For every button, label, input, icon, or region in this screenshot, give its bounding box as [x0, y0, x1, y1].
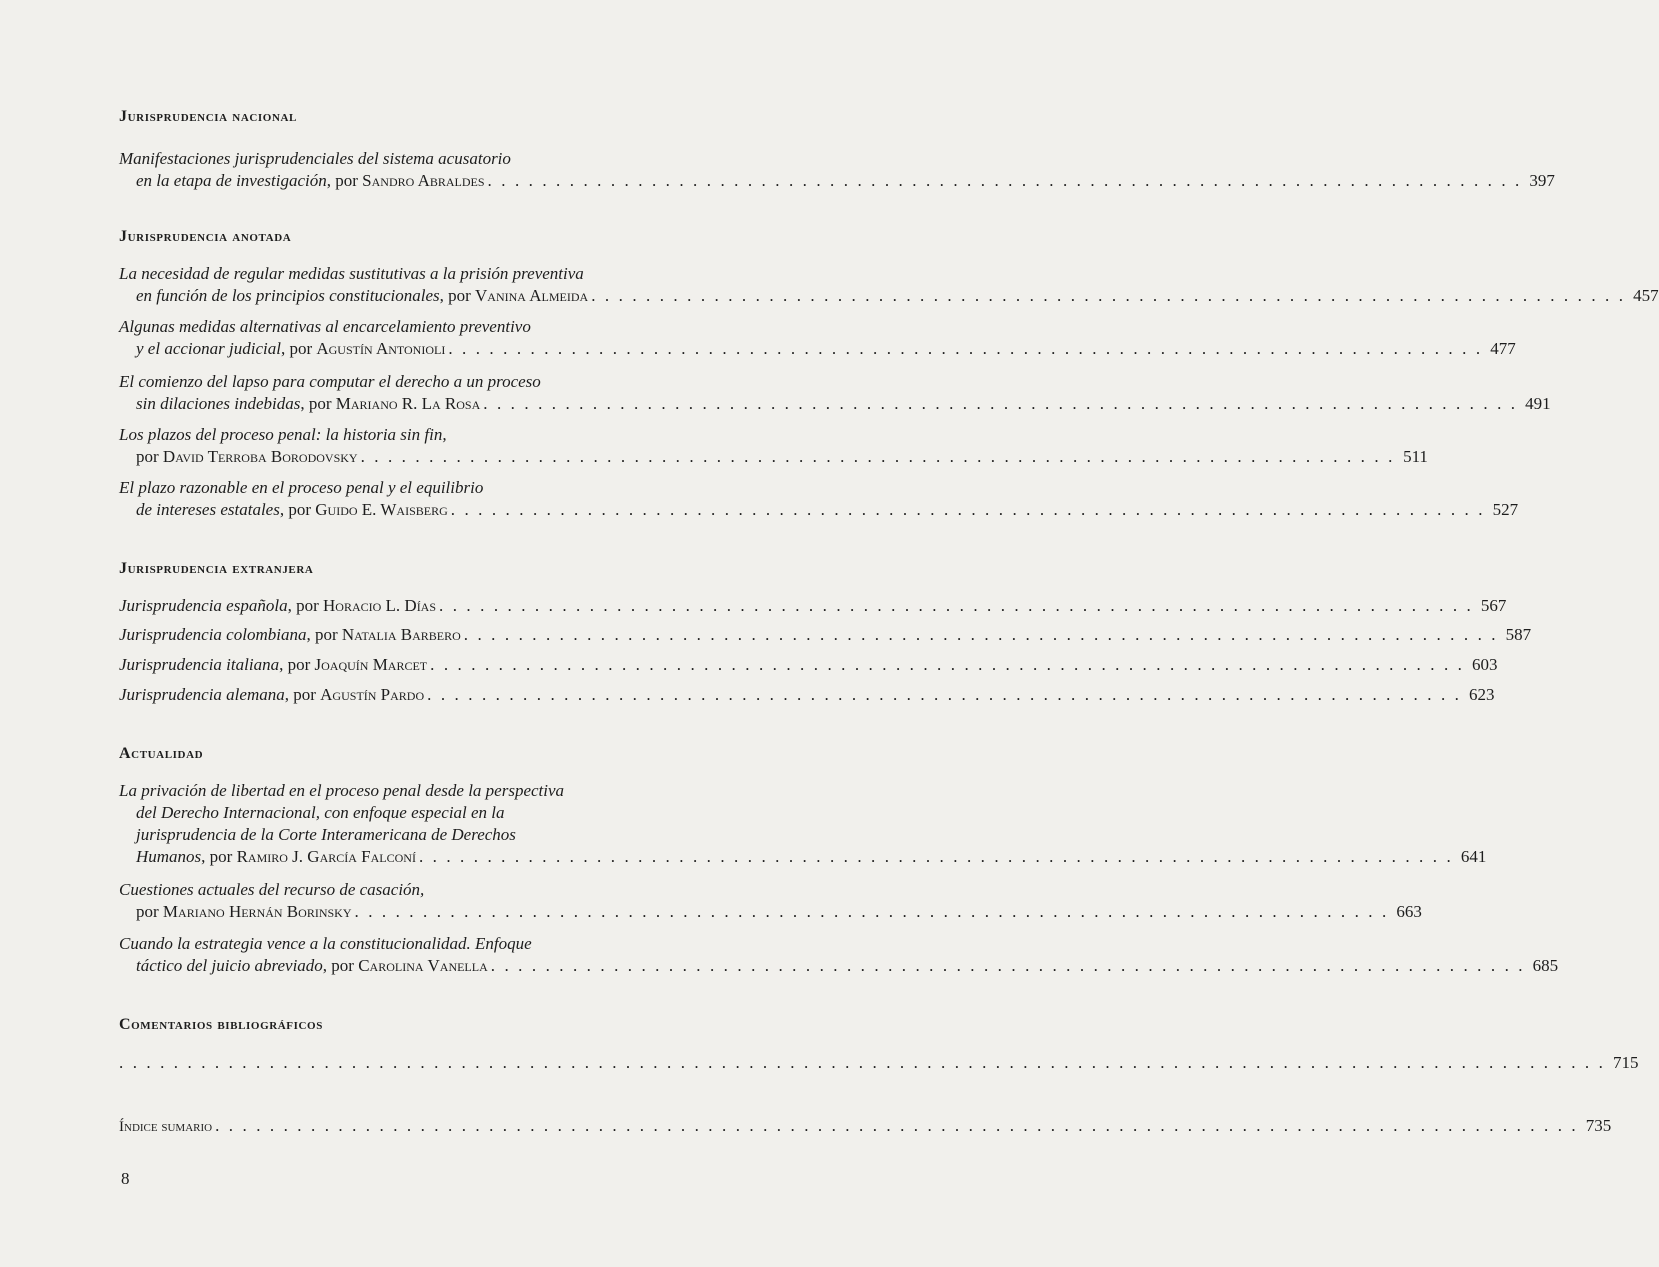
- entry-title: sin dilaciones indebidas: [136, 394, 301, 413]
- entry-by: , por: [287, 596, 323, 615]
- leader-dots: . . . . . . . . . . . . . . . . . . . . . . . . . . . . . . . . . . . . . . . . . . . . . . . . . . . . . . . . . . . . . . . . . . . . . . . . . . . .: [490, 956, 1526, 975]
- entry-page: 567: [1480, 596, 1507, 615]
- entry-last-line: [119, 901, 1422, 923]
- entry-page: 623: [1469, 685, 1495, 704]
- entry-title: Jurisprudencia italiana: [119, 655, 280, 674]
- leader-dots: . . . . . . . . . . . . . . . . . . . . . . . . . . . . . . . . . . . . . . . . . . . . . . . . . . . . . . . . . . . . . . . . . . . . . . . . . . . .: [418, 847, 1454, 866]
- toc-entry: [119, 148, 1555, 192]
- entry-title-line: La necesidad de regular medidas sustitutivas a la prisión preventiva: [119, 264, 584, 283]
- entry-author: David Terroba Borodovsky: [162, 447, 358, 466]
- entry-by: , por: [326, 171, 363, 190]
- entry-title: en función de los principios constitucionales: [136, 286, 440, 305]
- entry-title-line: del Derecho Internacional, con enfoque especial en la: [136, 803, 505, 822]
- entry-title-line: jurisprudencia de la Corte Interamericana de Derechos: [136, 825, 516, 844]
- entry-title: Jurisprudencia española: [119, 596, 288, 615]
- entry-last-line: [119, 624, 1532, 646]
- toc-entry: [119, 316, 1516, 360]
- entry-page: 587: [1505, 625, 1532, 644]
- leader-dots: . . . . . . . . . . . . . . . . . . . . . . . . . . . . . . . . . . . . . . . . . . . . . . . . . . . . . . . . . . . . . . . . . . . . . . . . . . . .: [450, 500, 1486, 519]
- entry-last-line: [119, 654, 1498, 676]
- entry-author: Horacio L. Días: [323, 596, 437, 615]
- entry-page: 735: [1585, 1116, 1612, 1135]
- entry-title: de intereses estatales: [136, 500, 280, 519]
- leader-dots: . . . . . . . . . . . . . . . . . . . . . . . . . . . . . . . . . . . . . . . . . . . . . . . . . . . . . . . . . . . . . . . . . . . . . . . . . . . .: [430, 655, 1465, 674]
- entry-last-line: [119, 846, 1487, 868]
- entry-page: 457: [1633, 286, 1659, 305]
- entry-page: 397: [1529, 171, 1555, 190]
- leader-dots: . . . . . . . . . . . . . . . . . . . . . . . . . . . . . . . . . . . . . . . . . . . . . . . . . . . . . . . . . . . . . . . . . . . . . . . . . . . .: [591, 286, 1626, 305]
- leader-dots: . . . . . . . . . . . . . . . . . . . . . . . . . . . . . . . . . . . . . . . . . . . . . . . . . . . . . . . . . . . . . . . . . . . . . . . . . . . .: [354, 902, 1389, 921]
- entry-title: en la etapa de investigación: [136, 171, 327, 190]
- entry-by: , por: [279, 500, 316, 519]
- entry-by: , por: [439, 286, 476, 305]
- toc-entry: [119, 780, 1487, 868]
- entry-by: , por: [280, 339, 317, 358]
- entry-title-line: El comienzo del lapso para computar el derecho a un proceso: [119, 372, 541, 391]
- entry-page: 527: [1492, 500, 1519, 519]
- entry-last-line: [119, 595, 1507, 617]
- entry-by: , por: [300, 394, 336, 413]
- toc-entry: [119, 933, 1559, 977]
- entry-title-line: Algunas medidas alternativas al encarcelamiento preventivo: [119, 317, 531, 336]
- toc-entry: [119, 684, 1495, 706]
- entry-title: y el accionar judicial: [136, 339, 281, 358]
- entry-page: 715: [1612, 1053, 1639, 1072]
- entry-page: 491: [1525, 394, 1551, 413]
- section-heading-anotada: Jurisprudencia anotada: [119, 228, 292, 245]
- entry-author: Mariano R. La Rosa: [335, 394, 481, 413]
- leader-dots: . . . . . . . . . . . . . . . . . . . . . . . . . . . . . . . . . . . . . . . . . . . . . . . . . . . . . . . . . . . . . . . . . . . . . . . . . . . . . . . . . . . . . . . . . . . . . . . . . . . . . . . . . . . . .: [119, 1053, 1606, 1072]
- toc-entry: [119, 595, 1507, 617]
- leader-dots: . . . . . . . . . . . . . . . . . . . . . . . . . . . . . . . . . . . . . . . . . . . . . . . . . . . . . . . . . . . . . . . . . . . . . . . . . . . .: [427, 685, 1462, 704]
- entry-last-line: [119, 499, 1519, 521]
- entry-page: 641: [1460, 847, 1487, 866]
- page-number: 8: [121, 1169, 130, 1188]
- entry-last-line: [119, 684, 1495, 706]
- entry-title-line: Los plazos del proceso penal: la historia sin fin,: [119, 425, 447, 444]
- entry-page: 663: [1396, 902, 1422, 921]
- section-heading-extranjera: Jurisprudencia extranjera: [119, 560, 314, 577]
- entry-title: Humanos: [136, 847, 202, 866]
- entry-title: Jurisprudencia colombiana: [119, 625, 307, 644]
- entry-by: , por: [306, 625, 342, 644]
- toc-entry-indice: [119, 1115, 1612, 1137]
- toc-entry: [119, 371, 1551, 415]
- entry-by: , por: [284, 685, 321, 704]
- entry-author: Guido E. Waisberg: [315, 500, 448, 519]
- leader-dots: . . . . . . . . . . . . . . . . . . . . . . . . . . . . . . . . . . . . . . . . . . . . . . . . . . . . . . . . . . . . . . . . . . . . . . . . . . . .: [448, 339, 1483, 358]
- toc-entry: [119, 654, 1498, 676]
- entry-last-line: [119, 1052, 1639, 1074]
- entry-title-line: El plazo razonable en el proceso penal y el equilibrio: [119, 478, 484, 497]
- entry-author: Mariano Hernán Borinsky: [162, 902, 352, 921]
- leader-dots: . . . . . . . . . . . . . . . . . . . . . . . . . . . . . . . . . . . . . . . . . . . . . . . . . . . . . . . . . . . . . . . . . . . . . . . . . . . .: [360, 447, 1395, 466]
- entry-page: 477: [1490, 339, 1516, 358]
- entry-title: Jurisprudencia alemana: [119, 685, 285, 704]
- section-heading-actualidad: Actualidad: [119, 745, 204, 762]
- leader-dots: . . . . . . . . . . . . . . . . . . . . . . . . . . . . . . . . . . . . . . . . . . . . . . . . . . . . . . . . . . . . . . . . . . . . . . . . . . . .: [483, 394, 1518, 413]
- entry-last-line: [119, 285, 1659, 307]
- entry-page: 511: [1403, 447, 1428, 466]
- toc-entry: [119, 879, 1422, 923]
- leader-dots: . . . . . . . . . . . . . . . . . . . . . . . . . . . . . . . . . . . . . . . . . . . . . . . . . . . . . . . . . . . . . . . . . . . . . . . . . . . .: [463, 625, 1499, 644]
- toc-entry: [119, 624, 1532, 646]
- entry-last-line: [119, 955, 1559, 977]
- toc-entry: [119, 424, 1428, 468]
- entry-by: , por: [201, 847, 237, 866]
- entry-author: Agustín Antonioli: [316, 339, 446, 358]
- entry-title-line: Manifestaciones jurisprudenciales del sistema acusatorio: [119, 149, 511, 168]
- entry-page: 603: [1472, 655, 1498, 674]
- leader-dots: . . . . . . . . . . . . . . . . . . . . . . . . . . . . . . . . . . . . . . . . . . . . . . . . . . . . . . . . . . . . . . . . . . . . . . . . . . . . . . . . . . . . . . . . . . . . . . . . . . . .: [215, 1116, 1579, 1135]
- entry-author: Agustín Pardo: [320, 685, 425, 704]
- entry-author: Ramiro J. García Falconí: [236, 847, 416, 866]
- toc-entry: [119, 477, 1519, 521]
- entry-author: Natalia Barbero: [341, 625, 461, 644]
- section-heading-nacional: Jurisprudencia nacional: [119, 108, 297, 125]
- entry-last-line: [119, 170, 1555, 192]
- section-heading-bibliograficos: Comentarios bibliográficos: [119, 1016, 323, 1033]
- entry-last-line: [119, 338, 1516, 360]
- indice-label: Índice sumario: [119, 1119, 213, 1135]
- toc-entry: [119, 1052, 1639, 1074]
- leader-dots: . . . . . . . . . . . . . . . . . . . . . . . . . . . . . . . . . . . . . . . . . . . . . . . . . . . . . . . . . . . . . . . . . . . . . . . . . . . .: [487, 171, 1522, 190]
- entry-by: , por: [322, 956, 359, 975]
- leader-dots: . . . . . . . . . . . . . . . . . . . . . . . . . . . . . . . . . . . . . . . . . . . . . . . . . . . . . . . . . . . . . . . . . . . . . . . . . . . .: [439, 596, 1474, 615]
- entry-title-line: La privación de libertad en el proceso penal desde la perspectiva: [119, 781, 565, 800]
- entry-last-line: [119, 446, 1428, 468]
- entry-last-line: [119, 393, 1551, 415]
- entry-page: 685: [1532, 956, 1559, 975]
- entry-title: táctico del juicio abreviado: [136, 956, 323, 975]
- entry-title-line: Cuando la estrategia vence a la constitucionalidad. Enfoque: [119, 934, 532, 953]
- entry-author: Joaquín Marcet: [314, 655, 428, 674]
- entry-author: Sandro Abraldes: [362, 171, 485, 190]
- entry-last-line: [119, 1115, 1612, 1137]
- toc-entry: [119, 263, 1659, 307]
- entry-by: por: [136, 902, 163, 921]
- entry-by: por: [136, 447, 163, 466]
- entry-author: Carolina Vanella: [358, 956, 488, 975]
- entry-author: Vanina Almeida: [475, 286, 589, 305]
- entry-by: , por: [279, 655, 315, 674]
- entry-title-line: Cuestiones actuales del recurso de casación,: [119, 880, 425, 899]
